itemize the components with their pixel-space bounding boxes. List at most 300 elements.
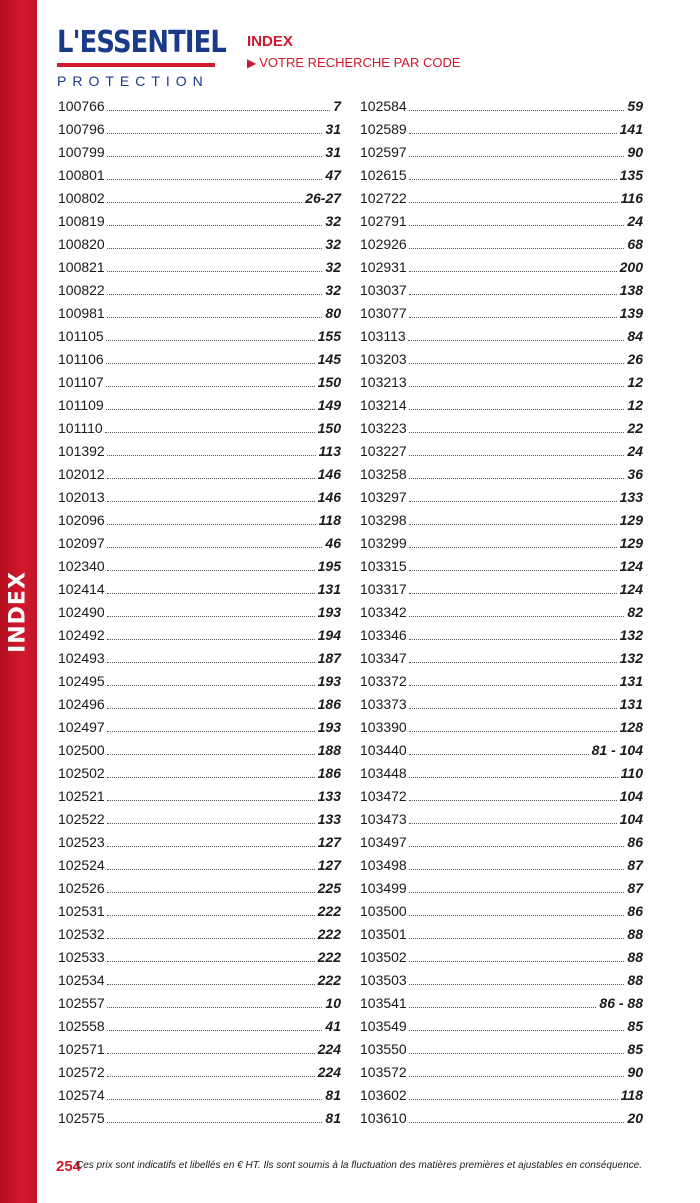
dot-leader: [107, 639, 315, 640]
page-reference: 86: [627, 903, 643, 919]
page-reference: 32: [325, 282, 341, 298]
product-code: 102931: [360, 259, 407, 275]
product-code: 100766: [58, 98, 105, 114]
index-row: [360, 558, 643, 581]
page-reference: 47: [325, 167, 341, 183]
product-code: 102557: [58, 995, 105, 1011]
index-row: [360, 581, 643, 604]
page-reference: 24: [627, 213, 643, 229]
index-row: [58, 466, 341, 489]
dot-leader: [107, 271, 323, 272]
product-code: 103346: [360, 627, 407, 643]
product-code: 100802: [58, 190, 105, 206]
index-row: [360, 144, 643, 167]
dot-leader: [409, 409, 625, 410]
index-row: [58, 857, 341, 880]
index-row: [58, 443, 341, 466]
product-code: 101107: [58, 374, 104, 390]
product-code: 103549: [360, 1018, 407, 1034]
dot-leader: [107, 294, 323, 295]
page-reference: 31: [325, 144, 341, 160]
dot-leader: [107, 869, 315, 870]
index-row: [360, 1018, 643, 1041]
index-row: [360, 857, 643, 880]
page-reference: 131: [619, 673, 643, 689]
index-row: [58, 949, 341, 972]
dot-leader: [409, 524, 617, 525]
page-reference: 81 - 104: [591, 742, 643, 758]
index-row: [360, 604, 643, 627]
index-row: [58, 995, 341, 1018]
page-reference: 224: [317, 1064, 341, 1080]
product-code: 102615: [360, 167, 407, 183]
page-reference: 150: [317, 374, 341, 390]
index-row: [360, 972, 643, 995]
index-row: [58, 765, 341, 788]
index-row: [58, 144, 341, 167]
brand-name: L'ESSENTIEL: [57, 25, 226, 60]
index-row: [360, 328, 643, 351]
index-row: [360, 512, 643, 535]
dot-leader: [409, 386, 625, 387]
page-reference: 129: [619, 535, 643, 551]
index-row: [58, 98, 341, 121]
product-code: 103503: [360, 972, 407, 988]
product-code: 103223: [360, 420, 407, 436]
index-row: [58, 558, 341, 581]
dot-leader: [409, 961, 625, 962]
page-reference: 86 - 88: [599, 995, 643, 1011]
dot-leader: [107, 317, 323, 318]
product-code: 103298: [360, 512, 407, 528]
dot-leader: [409, 662, 617, 663]
dot-leader: [106, 409, 315, 410]
index-row: [360, 236, 643, 259]
index-row: [58, 351, 341, 374]
dot-leader: [409, 478, 625, 479]
sidebar: [0, 0, 37, 1203]
page-reference: 82: [627, 604, 643, 620]
page-reference: 222: [317, 949, 341, 965]
dot-leader: [106, 363, 315, 364]
index-row: [58, 1064, 341, 1087]
product-code: 103299: [360, 535, 407, 551]
index-row: [360, 1087, 643, 1110]
page-reference: 141: [619, 121, 643, 137]
page-reference: 87: [627, 880, 643, 896]
page-reference: 85: [627, 1041, 643, 1057]
index-row: [360, 98, 643, 121]
page-reference: 113: [318, 443, 341, 459]
dot-leader: [107, 133, 323, 134]
dot-leader: [107, 248, 323, 249]
product-code: 102521: [58, 788, 105, 804]
dot-leader: [409, 156, 625, 157]
product-code: 100801: [58, 167, 105, 183]
product-code: 100796: [58, 121, 105, 137]
brand-tagline: PROTECTION: [57, 73, 209, 89]
product-code: 101106: [58, 351, 104, 367]
index-row: [360, 443, 643, 466]
page-reference: 149: [317, 397, 341, 413]
dot-leader: [107, 1053, 315, 1054]
page-reference: 155: [317, 328, 341, 344]
page-reference: 41: [325, 1018, 341, 1034]
product-code: 103113: [360, 328, 406, 344]
page-reference: 118: [318, 512, 341, 528]
dot-leader: [107, 616, 315, 617]
dot-leader: [409, 800, 617, 801]
page-reference: 138: [619, 282, 643, 298]
dot-leader: [107, 984, 315, 985]
product-code: 102502: [58, 765, 105, 781]
page-reference: 118: [620, 1087, 643, 1103]
dot-leader: [409, 317, 617, 318]
index-row: [360, 949, 643, 972]
page-reference: 132: [619, 627, 643, 643]
product-code: 103448: [360, 765, 407, 781]
dot-leader: [107, 547, 323, 548]
dot-leader: [107, 892, 315, 893]
product-code: 102532: [58, 926, 105, 942]
product-code: 101105: [58, 328, 104, 344]
dot-leader: [107, 800, 315, 801]
index-row: [58, 719, 341, 742]
brand-logo: [57, 25, 226, 92]
product-code: 103572: [360, 1064, 407, 1080]
page-reference: 36: [627, 466, 643, 482]
product-code: 103317: [360, 581, 407, 597]
product-code: 103342: [360, 604, 407, 620]
product-code: 102722: [360, 190, 407, 206]
product-code: 103213: [360, 374, 407, 390]
page-reference: 193: [317, 719, 341, 735]
section-subtitle-text: VOTRE RECHERCHE PAR CODE: [259, 55, 461, 70]
product-code: 102526: [58, 880, 105, 896]
product-code: 102926: [360, 236, 407, 252]
index-row: [58, 1041, 341, 1064]
product-code: 103347: [360, 650, 407, 666]
index-row: [58, 1018, 341, 1041]
dot-leader: [107, 1076, 315, 1077]
page-reference: 133: [317, 788, 341, 804]
product-code: 103550: [360, 1041, 407, 1057]
index-row: [360, 121, 643, 144]
index-row: [360, 765, 643, 788]
index-row: [58, 834, 341, 857]
product-code: 102340: [58, 558, 105, 574]
index-row: [58, 535, 341, 558]
page-reference: 86: [627, 834, 643, 850]
page-reference: 22: [627, 420, 643, 436]
product-code: 102097: [58, 535, 105, 551]
dot-leader: [107, 1030, 323, 1031]
dot-leader: [107, 570, 315, 571]
product-code: 102533: [58, 949, 105, 965]
index-row: [58, 489, 341, 512]
index-row: [58, 282, 341, 305]
product-code: 103541: [360, 995, 407, 1011]
play-arrow-icon: ▶: [247, 56, 257, 70]
dot-leader: [409, 754, 589, 755]
page-reference: 133: [619, 489, 643, 505]
page-reference: 10: [325, 995, 341, 1011]
product-code: 102013: [58, 489, 105, 505]
dot-leader: [409, 179, 617, 180]
product-code: 101110: [58, 420, 103, 436]
page-reference: 127: [317, 857, 341, 873]
page-reference: 116: [620, 190, 643, 206]
page-reference: 80: [325, 305, 341, 321]
dot-leader: [409, 616, 625, 617]
dot-leader: [409, 570, 617, 571]
page-reference: 32: [325, 213, 341, 229]
index-row: [360, 259, 643, 282]
dot-leader: [107, 225, 323, 226]
index-row: [360, 420, 643, 443]
page-reference: 135: [619, 167, 643, 183]
dot-leader: [107, 1122, 323, 1123]
logo-underline: [57, 63, 215, 67]
page-reference: 222: [317, 926, 341, 942]
index-row: [58, 788, 341, 811]
index-row: [58, 190, 341, 213]
page-reference: 104: [619, 788, 643, 804]
product-code: 103602: [360, 1087, 407, 1103]
dot-leader: [409, 984, 625, 985]
page-reference: 146: [317, 489, 341, 505]
price-disclaimer: Ces prix sont indicatifs et libellés en € HT. Ils sont soumis à la fluctuation des matières premières et ajustables en conséquence.: [75, 1160, 642, 1171]
product-code: 102558: [58, 1018, 105, 1034]
product-code: 100799: [58, 144, 105, 160]
index-row: [360, 627, 643, 650]
page-reference: 225: [317, 880, 341, 896]
product-code: 101109: [58, 397, 104, 413]
product-code: 101392: [58, 443, 105, 459]
page-reference: 193: [317, 673, 341, 689]
index-row: [360, 811, 643, 834]
index-column-right: [360, 98, 643, 1133]
product-code: 102597: [360, 144, 407, 160]
product-code: 102497: [58, 719, 105, 735]
product-code: 102531: [58, 903, 105, 919]
product-code: 100822: [58, 282, 105, 298]
dot-leader: [409, 432, 625, 433]
product-code: 102575: [58, 1110, 105, 1126]
page-reference: 31: [325, 121, 341, 137]
dot-leader: [409, 892, 625, 893]
product-code: 103373: [360, 696, 407, 712]
index-row: [58, 696, 341, 719]
page-reference: 84: [627, 328, 643, 344]
dot-leader: [409, 248, 625, 249]
index-row: [58, 213, 341, 236]
dot-leader: [107, 754, 315, 755]
index-row: [360, 397, 643, 420]
product-code: 102492: [58, 627, 105, 643]
dot-leader: [107, 478, 315, 479]
dot-leader: [107, 823, 315, 824]
dot-leader: [107, 1099, 323, 1100]
dot-leader: [409, 1076, 625, 1077]
page-reference: 129: [619, 512, 643, 528]
product-code: 103372: [360, 673, 407, 689]
page-reference: 24: [627, 443, 643, 459]
index-row: [360, 650, 643, 673]
index-row: [360, 466, 643, 489]
index-row: [360, 673, 643, 696]
dot-leader: [107, 685, 315, 686]
dot-leader: [107, 593, 315, 594]
dot-leader: [408, 340, 625, 341]
dot-leader: [409, 202, 618, 203]
page-reference: 81: [325, 1087, 341, 1103]
index-row: [360, 282, 643, 305]
product-code: 103077: [360, 305, 407, 321]
product-code: 102495: [58, 673, 105, 689]
dot-leader: [409, 1099, 618, 1100]
index-row: [58, 903, 341, 926]
page-reference: 222: [317, 903, 341, 919]
page-reference: 26: [627, 351, 643, 367]
product-code: 102584: [360, 98, 407, 114]
product-code: 103440: [360, 742, 407, 758]
page-reference: 12: [627, 397, 643, 413]
sidebar-label: INDEX: [5, 571, 31, 653]
page-reference: 87: [627, 857, 643, 873]
index-row: [58, 420, 341, 443]
product-code: 103473: [360, 811, 407, 827]
page-reference: 145: [317, 351, 341, 367]
dot-leader: [409, 1053, 625, 1054]
dot-leader: [107, 455, 316, 456]
index-row: [58, 374, 341, 397]
dot-leader: [107, 202, 302, 203]
dot-leader: [409, 271, 617, 272]
index-row: [360, 834, 643, 857]
index-row: [58, 1110, 341, 1133]
page-reference: 200: [619, 259, 643, 275]
dot-leader: [107, 708, 315, 709]
index-row: [360, 926, 643, 949]
index-row: [58, 650, 341, 673]
product-code: 102496: [58, 696, 105, 712]
product-code: 102490: [58, 604, 105, 620]
product-code: 102012: [58, 466, 105, 482]
index-row: [360, 1064, 643, 1087]
index-row: [58, 259, 341, 282]
index-row: [360, 1041, 643, 1064]
index-row: [360, 351, 643, 374]
page-reference: 46: [325, 535, 341, 551]
dot-leader: [409, 777, 618, 778]
page-reference: 187: [317, 650, 341, 666]
page-reference: 59: [627, 98, 643, 114]
dot-leader: [107, 915, 315, 916]
product-code: 102493: [58, 650, 105, 666]
index-row: [58, 236, 341, 259]
index-row: [360, 995, 643, 1018]
product-code: 100820: [58, 236, 105, 252]
index-row: [58, 880, 341, 903]
dot-leader: [107, 1007, 323, 1008]
section-subtitle: [247, 54, 461, 72]
dot-leader: [107, 662, 315, 663]
page-reference: 128: [619, 719, 643, 735]
index-row: [58, 121, 341, 144]
dot-leader: [409, 593, 617, 594]
page-reference: 88: [627, 926, 643, 942]
dot-leader: [409, 1007, 597, 1008]
dot-leader: [409, 294, 617, 295]
product-code: 103500: [360, 903, 407, 919]
dot-leader: [107, 524, 316, 525]
product-code: 103214: [360, 397, 407, 413]
page-reference: 139: [619, 305, 643, 321]
page-reference: 104: [619, 811, 643, 827]
dot-leader: [107, 501, 315, 502]
dot-leader: [409, 1030, 625, 1031]
product-code: 102522: [58, 811, 105, 827]
dot-leader: [107, 938, 315, 939]
dot-leader: [409, 547, 617, 548]
page-reference: 90: [627, 144, 643, 160]
index-row: [360, 374, 643, 397]
product-code: 103501: [360, 926, 407, 942]
product-code: 103502: [360, 949, 407, 965]
page-reference: 81: [325, 1110, 341, 1126]
dot-leader: [107, 110, 330, 111]
dot-leader: [409, 225, 625, 226]
page-reference: 131: [317, 581, 341, 597]
page-number: 254: [56, 1158, 82, 1175]
page-reference: 186: [317, 696, 341, 712]
index-row: [360, 213, 643, 236]
product-code: 103258: [360, 466, 407, 482]
product-code: 102589: [360, 121, 407, 137]
index-row: [360, 535, 643, 558]
dot-leader: [409, 639, 617, 640]
dot-leader: [107, 179, 323, 180]
product-code: 100981: [58, 305, 105, 321]
index-row: [360, 788, 643, 811]
dot-leader: [409, 110, 625, 111]
index-row: [58, 512, 341, 535]
product-code: 103037: [360, 282, 407, 298]
product-code: 103499: [360, 880, 407, 896]
page-reference: 222: [317, 972, 341, 988]
dot-leader: [409, 708, 617, 709]
page-reference: 88: [627, 972, 643, 988]
product-code: 103315: [360, 558, 407, 574]
index-row: [360, 305, 643, 328]
index-row: [58, 742, 341, 765]
index-row: [360, 719, 643, 742]
section-title: INDEX: [247, 33, 293, 50]
index-row: [58, 581, 341, 604]
index-row: [58, 673, 341, 696]
page-reference: 133: [317, 811, 341, 827]
dot-leader: [409, 1122, 625, 1123]
dot-leader: [107, 731, 315, 732]
index-row: [58, 1087, 341, 1110]
page-reference: 193: [317, 604, 341, 620]
page-reference: 12: [627, 374, 643, 390]
page-reference: 132: [619, 650, 643, 666]
index-row: [58, 397, 341, 420]
index-row: [58, 167, 341, 190]
dot-leader: [409, 869, 625, 870]
